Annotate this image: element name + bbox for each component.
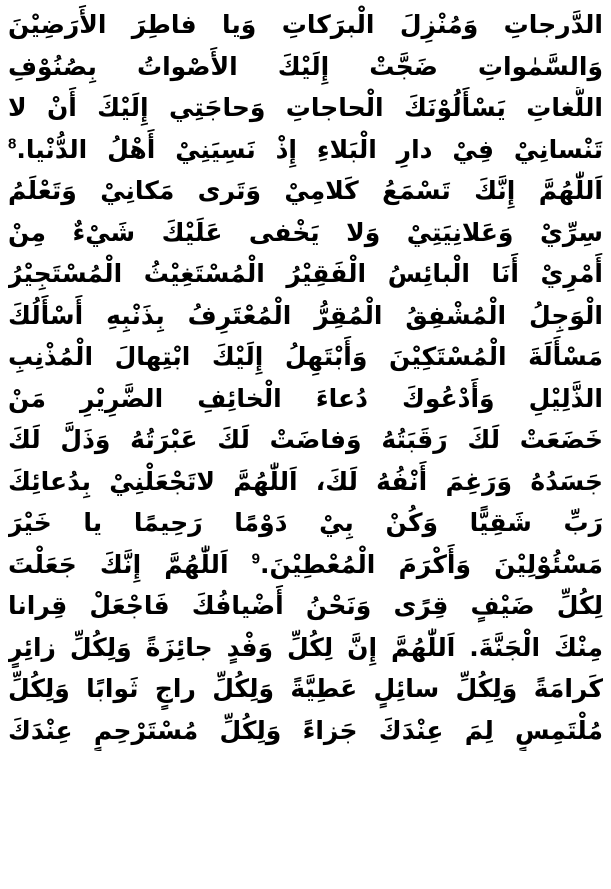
text-line-1: الدَّرجاتِ وَمُنْزِلَ الْبرَكاتِ وَيا فاطِرَ الأَرَضِيْنَ [8,10,603,39]
text-line-10: الذَّلِيْلِ وَأَدْعُوكَ دُعاءَ الْخائِفِ الضَّرِيْرِ مَنْ [8,383,603,413]
text-line-15: لِكُلِّ ضَيْفٍ قِرًى وَنَحْنُ أَضْيافُكَ فَاجْعَلْ قِرانا [8,591,603,620]
text-line-14 [8,544,603,586]
footnote-marker-8: 8 [8,135,17,153]
text-line-2: وَالسَّمٰواتِ ضَجَّتْ إِلَيْكَ الأَصْواتُ بِصُنُوْفِ [8,51,603,81]
text-line-14-tail: اَللّٰهُمَّ إِنَّكَ جَعَلْتَ [8,549,229,579]
text-line-9: مَسْأَلَةَ الْمُسْتَكِيْنَ وَأَبْتَهِلُ إِلَيْكَ ابْتِهالَ الْمُذْنِبِ [8,342,603,371]
text-line-18: مُلْتَمِسٍ لِمَ عِنْدَكَ جَزاءً وَلِكُلِّ مُسْتَرْحِمٍ عِنْدَكَ [8,715,603,745]
text-line-8: الْوَجِلُ الْمُشْفِقُ الْمُقِرُّ الْمُعْتَرِفُ بِذَنْبِهِ أَسْأَلُكَ [8,300,603,330]
text-line-12: جَسَدُهُ وَرَغِمَ أَنْفُهُ لَكَ، اَللّٰهُمَّ لاتَجْعَلْنِيْ بِدُعائِكَ [8,466,603,496]
text-line-14-body: مَسْئُوْلِيْنَ وَأَكْرَمَ الْمُعْطِيْنَ. [259,549,603,579]
text-line-16: مِنْكَ الْجَنَّةَ. اَللّٰهُمَّ إِنَّ لِكُلِّ وَفْدٍ جائِزَةً وَلِكُلِّ زائِرٍ [8,632,603,662]
text-line-5: اَللّٰهُمَّ إِنَّكَ تَسْمَعُ كَلامِيْ وَتَرى مَكانِيْ وَتَعْلَمُ [8,176,603,205]
footnote-marker-9: 9 [251,550,260,568]
text-line-4 [8,129,603,171]
text-line-6: سِرِّيْ وَعَلانِيَتِيْ وَلا يَخْفى عَلَيْكَ شَيْءٌ مِنْ [8,217,603,247]
text-line-17: كَرامَةً وَلِكُلِّ سائِلٍ عَطِيَّةً وَلِكُلِّ راجٍ ثَوابًا وَلِكُلِّ [8,674,603,703]
text-line-3: اللُّغاتِ يَسْأَلُوْنَكَ الْحاجاتِ وَحاجَتِي إِلَيْكَ أَنْ لا [8,93,603,122]
text-line-11: خَضَعَتْ لَكَ رَقَبَتُهُ وَفاضَتْ لَكَ عَبْرَتُهُ وَذَلَّ لَكَ [8,425,603,454]
text-line-7: أَمْرِيْ أَنَا الْبائِسُ الْفَقِيْرُ الْمُسْتَغِيْثُ الْمُسْتَجِيْرُ [8,259,603,288]
text-line-4-body: تَنْسانِيْ فِيْ دارِ الْبَلاءِ إِذْ نَسِيَنِيْ أَهْلُ الدُّنْيا. [16,134,603,164]
text-line-13: رَبِّ شَقِيًّا وَكُنْ بِيْ دَوْمًا رَحِيمًا يا خَيْرَ [8,508,603,537]
